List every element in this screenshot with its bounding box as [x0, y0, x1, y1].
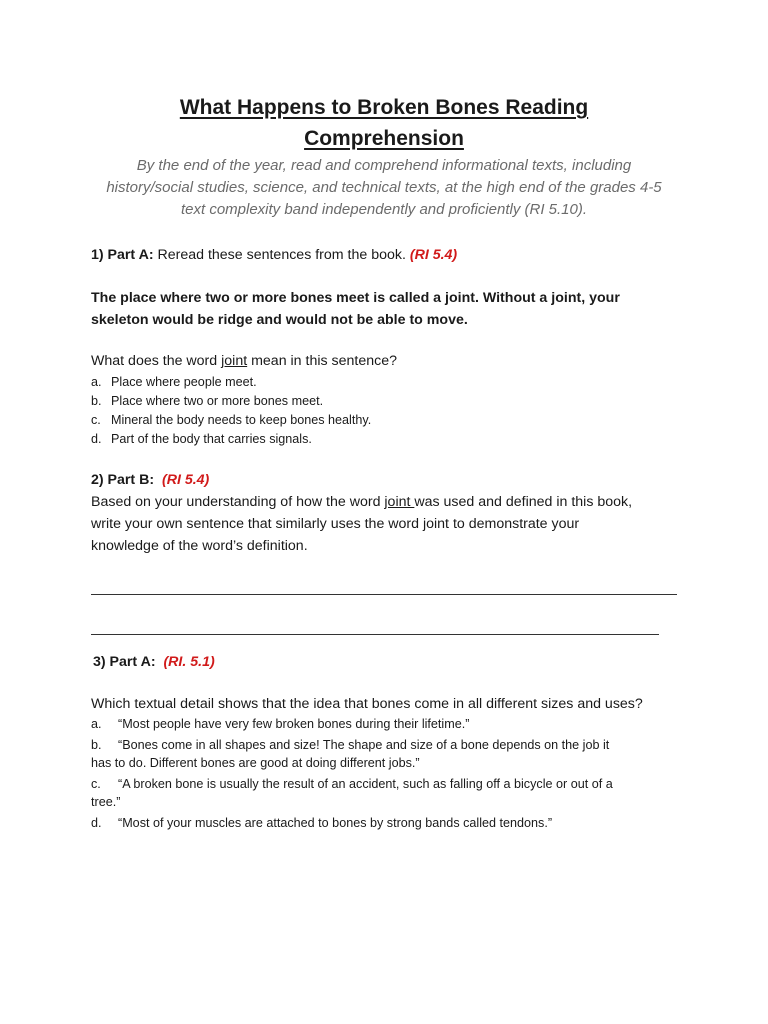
q1-quote-line-2: skeleton would be ridge and would not be able to move.: [91, 312, 468, 328]
page-title: [0, 92, 768, 154]
q3-heading: 3) Part A: (RI. 5.1): [93, 654, 215, 670]
standard-line-3: text complexity band independently and proficiently (RI 5.10).: [180, 201, 588, 218]
q3-option-b-cont: has to do. Different bones are good at doing different jobs.”: [91, 756, 420, 770]
answer-line-1[interactable]: [91, 594, 677, 595]
q3-option-c-cont: tree.”: [91, 795, 121, 809]
q1-option-c: c. Mineral the body needs to keep bones healthy.: [91, 413, 372, 427]
q2-heading: [91, 470, 209, 490]
q1-option-d: d. Part of the body that carries signals.: [91, 432, 312, 446]
standard-description: [84, 155, 684, 221]
q1-question: [91, 351, 397, 371]
q1-question-post: mean in this sentence?: [247, 353, 398, 369]
q3-option-d: d. “Most of your muscles are attached to bones by strong bands called tendons.”: [91, 816, 553, 830]
q2-label: 2) Part B:: [91, 472, 155, 488]
q1-standard: (RI 5.4): [409, 247, 458, 263]
q2-standard: (RI 5.4): [161, 472, 210, 488]
q3-option-c: c. “A broken bone is usually the result of an accident, such as falling off a bicycle or out of a: [91, 777, 613, 791]
answer-line-2[interactable]: [91, 634, 659, 635]
q2-word-joint: joint: [384, 494, 415, 510]
q3-question: Which textual detail shows that the idea that bones come in all different sizes and uses?: [91, 696, 643, 712]
standard-line-2: history/social studies, science, and technical texts, at the high end of the grades 4-5: [106, 179, 662, 196]
q1-option-b: b. Place where two or more bones meet.: [91, 394, 324, 408]
q2-line-1: Based on your understanding of how the word joint was used and defined in this book,: [91, 494, 633, 510]
q1-option-a: a. Place where people meet.: [91, 375, 257, 389]
q2-line-2: write your own sentence that similarly uses the word joint to demonstrate your: [91, 516, 580, 532]
q1-question-word: joint: [221, 353, 248, 369]
q1-prompt: Reread these sentences from the book.: [153, 247, 410, 263]
q3-option-a: a. “Most people have very few broken bones during their lifetime.”: [91, 717, 470, 731]
standard-line-1: By the end of the year, read and comprehend informational texts, including: [136, 157, 632, 174]
q1-quote-line-1: The place where two or more bones meet is called a joint. Without a joint, your: [91, 290, 620, 306]
q3-standard: RI. 5.1): [168, 654, 215, 670]
q3-option-b: b. “Bones come in all shapes and size! The shape and size of a bone depends on the job it: [91, 738, 610, 752]
q1-label: 1) Part A:: [91, 247, 154, 263]
q3-label: 3) Part A:: [93, 654, 156, 670]
title-line-2: Comprehension: [304, 127, 464, 150]
q2-line-3: knowledge of the word’s definition.: [91, 538, 308, 554]
q1-heading: [91, 245, 457, 265]
title-line-1: What Happens to Broken Bones Reading: [179, 96, 589, 119]
q1-question-pre: What does the word: [91, 353, 222, 369]
